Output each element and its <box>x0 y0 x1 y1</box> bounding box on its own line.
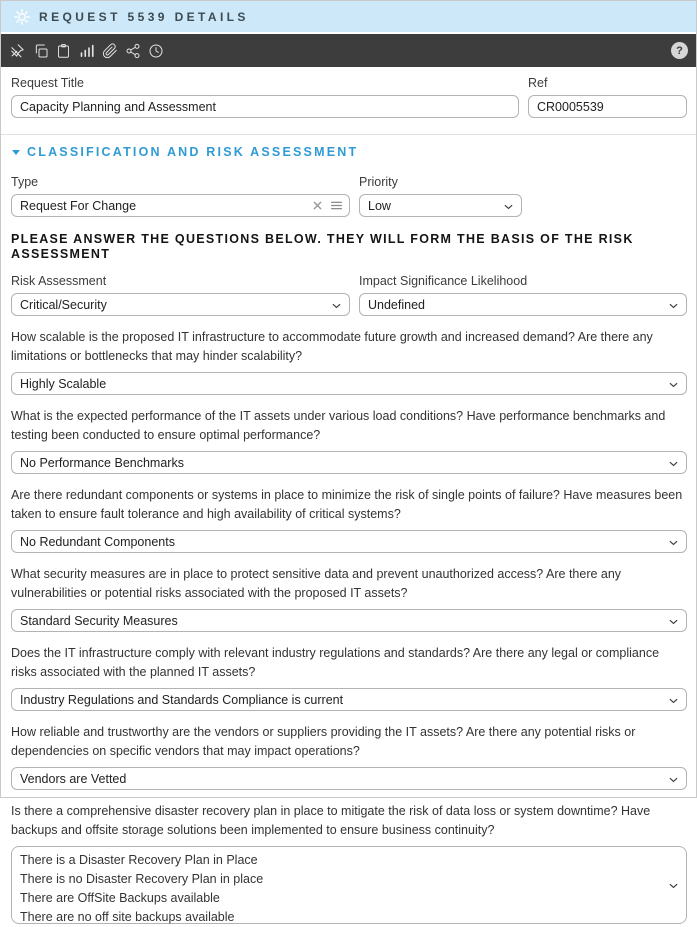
risk-assessment-select[interactable] <box>11 293 350 316</box>
impact-likelihood-label: Impact Significance Likelihood <box>359 274 528 288</box>
risk-impact-row <box>11 265 687 316</box>
panel-titlebar <box>1 1 696 32</box>
risk-questions-banner: PLEASE ANSWER THE QUESTIONS BELOW. THEY WILL FORM THE BASIS OF THE RISK ASSESSMENT <box>11 232 634 261</box>
answer-value: No Redundant Components <box>20 534 175 549</box>
classification-section-header[interactable] <box>12 145 687 159</box>
priority-label: Priority <box>359 175 398 189</box>
type-priority-row <box>11 175 687 217</box>
priority-select[interactable] <box>359 194 522 217</box>
risk-assessment-label: Risk Assessment <box>11 274 107 288</box>
question-block-scalability <box>11 328 687 395</box>
share-button[interactable] <box>121 39 144 63</box>
question-block-security <box>11 565 687 632</box>
priority-value: Low <box>368 198 391 213</box>
question-text: What security measures are in place to protect sensitive data and prevent unauthorized access? Are there any vulnerabilities or potential risks associated with the proposed IT assets? <box>11 567 622 600</box>
type-label: Type <box>11 175 39 189</box>
listbox-option[interactable]: There are OffSite Backups available <box>20 891 220 905</box>
chevron-down-icon <box>504 204 513 210</box>
section-title: CLASSIFICATION AND RISK ASSESSMENT <box>27 145 359 159</box>
chevron-down-icon <box>669 883 678 889</box>
question-text: Does the IT infrastructure comply with relevant industry regulations and standards? Are there any legal or compliance risks associated with the planned IT assets? <box>11 646 660 679</box>
attach-button[interactable] <box>98 39 121 63</box>
listbox-option[interactable]: There is a Disaster Recovery Plan in Place <box>20 853 258 867</box>
answer-value: Highly Scalable <box>20 376 107 391</box>
panel-title: REQUEST 5539 DETAILS <box>39 9 249 24</box>
question-block-redundancy <box>11 486 687 553</box>
form-content <box>1 67 696 118</box>
answer-value: No Performance Benchmarks <box>20 455 184 470</box>
clipboard-button[interactable] <box>52 39 75 63</box>
history-button[interactable] <box>144 39 167 63</box>
answer-value: Industry Regulations and Standards Compliance is current <box>20 692 344 707</box>
chevron-down-icon <box>669 619 678 625</box>
listbox-option[interactable]: There are no off site backups available <box>20 910 235 924</box>
bar-chart-button[interactable] <box>75 39 98 63</box>
bar-chart-icon <box>79 43 94 58</box>
type-input[interactable] <box>11 194 350 217</box>
question-text: What is the expected performance of the IT assets under various load conditions? Have performance benchmarks and testing been conducted to ensure optimal performance? <box>11 409 666 442</box>
question-block-disaster-recovery <box>11 802 687 924</box>
chevron-down-icon <box>332 303 341 309</box>
request-title-input[interactable] <box>11 95 519 118</box>
vendors-answer-select[interactable] <box>11 767 687 790</box>
copy-button[interactable] <box>29 39 52 63</box>
chevron-down-icon <box>669 540 678 546</box>
redundancy-answer-select[interactable] <box>11 530 687 553</box>
impact-likelihood-select[interactable] <box>359 293 687 316</box>
clear-icon[interactable] <box>313 201 322 210</box>
question-text: How scalable is the proposed IT infrastructure to accommodate future growth and increased demand? Are there any limitations or bottlenecks that may hinder scalability? <box>11 330 653 363</box>
risk-assessment-value: Critical/Security <box>20 297 107 312</box>
chevron-down-icon <box>669 461 678 467</box>
clock-icon <box>148 43 164 59</box>
question-text: How reliable and trustworthy are the vendors or suppliers providing the IT assets? Are there any potential risks or dependencies on specific vendors that may impact operations? <box>11 725 636 758</box>
question-block-performance <box>11 407 687 474</box>
impact-likelihood-value: Undefined <box>368 297 425 312</box>
ref-label: Ref <box>528 76 548 90</box>
chevron-down-icon <box>669 382 678 388</box>
security-answer-select[interactable] <box>11 609 687 632</box>
chevron-down-icon <box>669 303 678 309</box>
listbox-option[interactable]: There is no Disaster Recovery Plan in place <box>20 872 264 886</box>
gear-icon <box>14 9 30 25</box>
toolbar <box>1 34 696 67</box>
question-text: Is there a comprehensive disaster recovery plan in place to mitigate the risk of data loss or system downtime? Have backups and offsite storage solutions been implemented to ensure business continuity? <box>11 804 651 837</box>
ref-input[interactable] <box>528 95 687 118</box>
performance-answer-select[interactable] <box>11 451 687 474</box>
compliance-answer-select[interactable] <box>11 688 687 711</box>
collapse-caret-icon <box>12 150 20 155</box>
question-block-compliance <box>11 644 687 711</box>
disaster-recovery-listbox[interactable] <box>11 846 687 924</box>
section-divider <box>1 134 696 135</box>
clipboard-icon <box>56 43 71 59</box>
answer-value: Vendors are Vetted <box>20 771 127 786</box>
scalability-answer-select[interactable] <box>11 372 687 395</box>
help-icon[interactable]: ? <box>671 42 688 59</box>
request-title-label: Request Title <box>11 76 84 90</box>
chevron-down-icon <box>669 698 678 704</box>
browse-list-icon[interactable] <box>331 201 342 210</box>
answer-value: Standard Security Measures <box>20 613 178 628</box>
unpin-button[interactable] <box>6 39 29 63</box>
question-text: Are there redundant components or systems in place to minimize the risk of single points of failure? Have measures been taken to ensure fault tolerance and high availability of critical systems? <box>11 488 683 521</box>
title-ref-row <box>11 67 687 118</box>
chevron-down-icon <box>669 777 678 783</box>
copy-icon <box>33 43 49 59</box>
unpin-icon <box>9 42 26 59</box>
share-icon <box>125 43 141 59</box>
question-block-vendors <box>11 723 687 790</box>
paperclip-icon <box>102 43 118 59</box>
